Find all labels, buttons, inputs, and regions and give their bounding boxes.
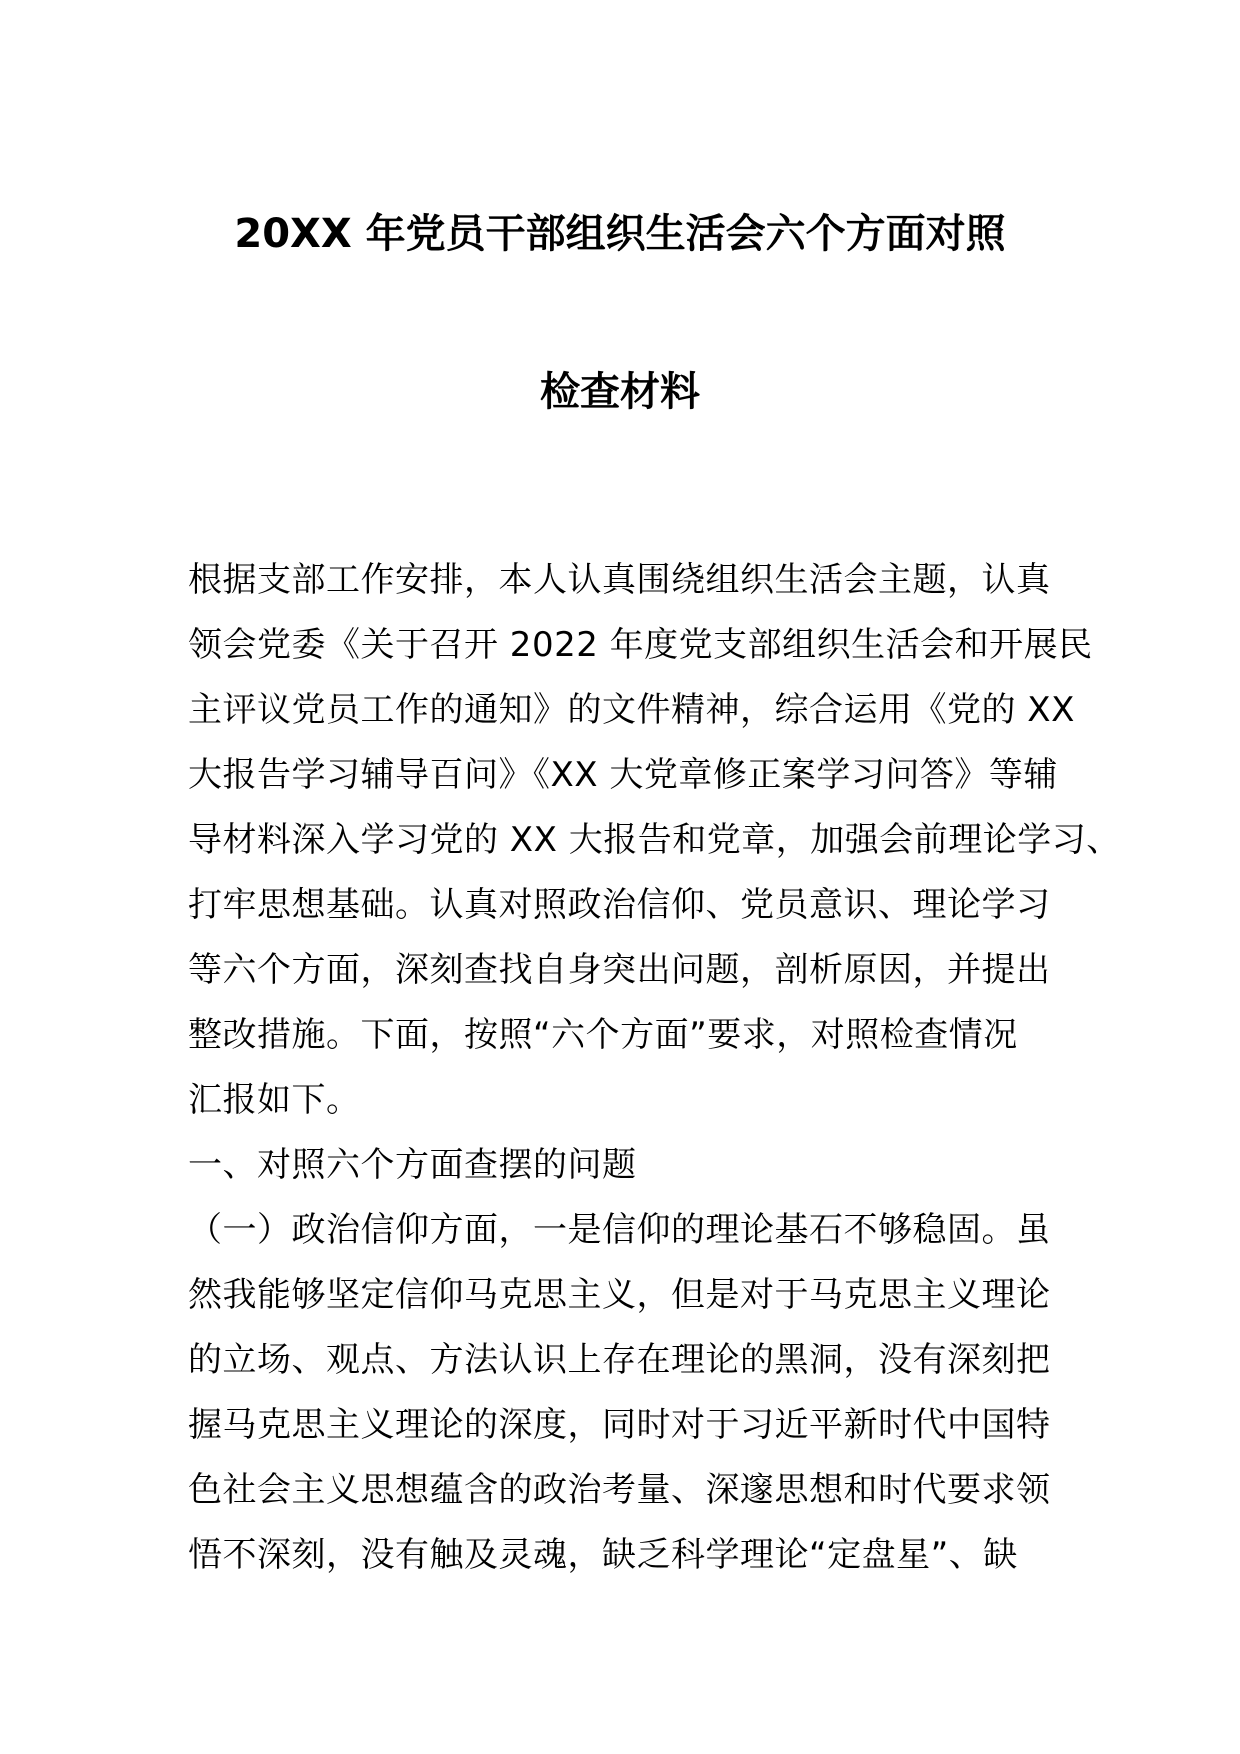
body-line: 然我能够坚定信仰马克思主义，但是对于马克思主义理论 — [188, 1275, 1051, 1315]
body-line: 整改措施。下面，按照“六个方面”要求，对照检查情况 — [188, 1015, 1018, 1055]
body-line: 握马克思主义理论的深度，同时对于习近平新时代中国特 — [188, 1405, 1051, 1445]
body-line: 色社会主义思想蕴含的政治考量、深邃思想和时代要求领 — [188, 1470, 1051, 1510]
body-line: 等六个方面，深刻查找自身突出问题，剖析原因，并提出 — [188, 950, 1051, 990]
body-line: 主评议党员工作的通知》的文件精神，综合运用《党的 XX — [188, 690, 1075, 730]
section-heading: 一、对照六个方面查摆的问题 — [188, 1145, 637, 1185]
body-line: 汇报如下。 — [188, 1080, 361, 1120]
body-line: 大报告学习辅导百问》《XX 大党章修正案学习问答》等辅 — [188, 755, 1058, 795]
body-line: 导材料深入学习党的 XX 大报告和党章，加强会前理论学习、 — [188, 820, 1121, 860]
body-line: 悟不深刻，没有触及灵魂，缺乏科学理论“定盘星”、缺 — [188, 1535, 1018, 1575]
body-line: 的立场、观点、方法认识上存在理论的黑洞，没有深刻把 — [188, 1340, 1051, 1380]
document-title-line-1: 20XX 年党员干部组织生活会六个方面对照 — [234, 211, 1006, 257]
body-line: 根据支部工作安排，本人认真围绕组织生活会主题，认真 — [188, 560, 1051, 600]
body-line: 打牢思想基础。认真对照政治信仰、党员意识、理论学习 — [188, 885, 1051, 925]
document-body — [188, 548, 1121, 1588]
body-line: 领会党委《关于召开 2022 年度党支部组织生活会和开展民 — [188, 625, 1093, 665]
document-title-line-2: 检查材料 — [540, 369, 700, 415]
body-line: （一）政治信仰方面，一是信仰的理论基石不够稳固。虽 — [188, 1210, 1051, 1250]
